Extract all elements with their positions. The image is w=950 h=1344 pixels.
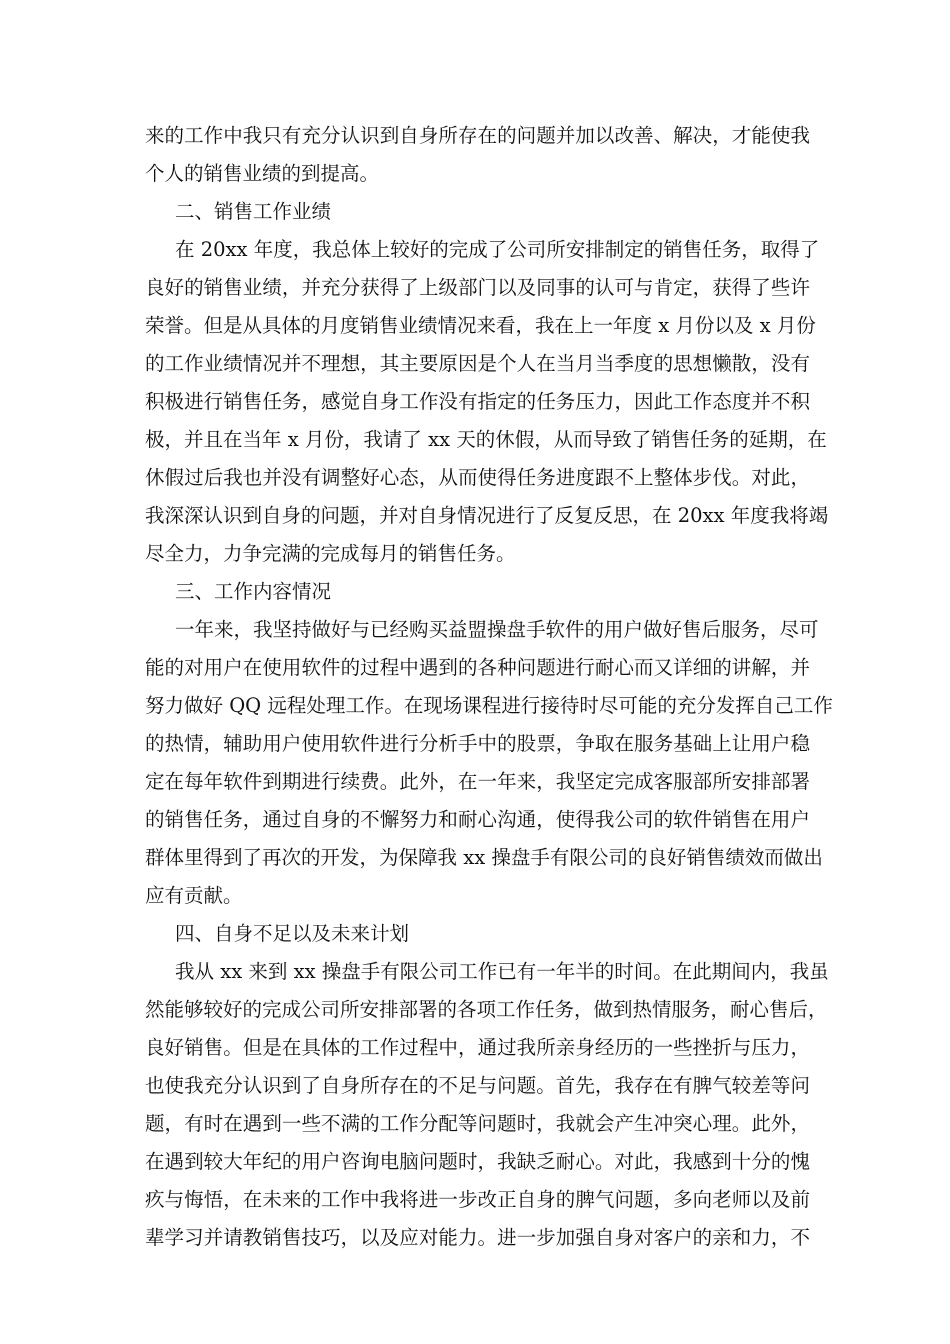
paragraph-line: 良好的销售业绩，并充分获得了上级部门以及同事的认可与肯定，获得了些许 [145, 276, 810, 299]
paragraph-line: 荣誉。但是从具体的月度销售业绩情况来看，我在上一年度 x 月份以及 x 月份 [145, 314, 816, 337]
section-heading: 二、销售工作业绩 [175, 200, 332, 223]
paragraph-line: 一年来，我坚持做好与已经购买益盟操盘手软件的用户做好售后服务，尽可 [175, 618, 819, 641]
paragraph-line: 疚与悔悟，在未来的工作中我将进一步改正自身的脾气问题，多向老师以及前 [145, 1188, 810, 1211]
paragraph-line: 尽全力，力争完满的完成每月的销售任务。 [145, 542, 516, 565]
paragraph-line: 应有贡献。 [145, 884, 243, 907]
paragraph-line: 积极进行销售任务，感觉自身工作没有指定的任务压力，因此工作态度并不积 [145, 390, 810, 413]
paragraph-line: 然能够较好的完成公司所安排部署的各项工作任务，做到热情服务，耐心售后， [145, 998, 828, 1021]
paragraph-line: 题，有时在遇到一些不满的工作分配等问题时，我就会产生冲突心理。此外， [145, 1112, 810, 1135]
paragraph-line: 能的对用户在使用软件的过程中遇到的各种问题进行耐心而又详细的讲解，并 [145, 656, 810, 679]
paragraph-line: 也使我充分认识到了自身所存在的不足与问题。首先，我存在有脾气较差等问 [145, 1074, 810, 1097]
paragraph-line: 来的工作中我只有充分认识到自身所存在的问题并加以改善、解决，才能使我 [145, 124, 810, 147]
paragraph-line: 努力做好 QQ 远程处理工作。在现场课程进行接待时尽可能的充分发挥自己工作 [145, 694, 833, 717]
paragraph-line: 在 20xx 年度，我总体上较好的完成了公司所安排制定的销售任务，取得了 [175, 238, 820, 261]
section-heading: 三、工作内容情况 [175, 580, 332, 603]
paragraph-line: 良好销售。但是在具体的工作过程中，通过我所亲身经历的一些挫折与压力， [145, 1036, 810, 1059]
paragraph-line: 个人的销售业绩的到提高。 [145, 162, 380, 185]
paragraph-line: 的热情，辅助用户使用软件进行分析手中的股票，争取在服务基础上让用户稳 [145, 732, 810, 755]
paragraph-line: 辈学习并请教销售技巧，以及应对能力。进一步加强自身对客户的亲和力，不 [145, 1226, 810, 1249]
paragraph-line: 我深深认识到自身的问题，并对自身情况进行了反复反思，在 20xx 年度我将竭 [145, 504, 829, 527]
section-heading: 四、自身不足以及未来计划 [175, 922, 410, 945]
paragraph-line: 极，并且在当年 x 月份，我请了 xx 天的休假，从而导致了销售任务的延期，在 [145, 428, 827, 451]
paragraph-line: 休假过后我也并没有调整好心态，从而使得任务进度跟不上整体步伐。对此， [145, 466, 810, 489]
paragraph-line: 在遇到较大年纪的用户咨询电脑问题时，我缺乏耐心。对此，我感到十分的愧 [145, 1150, 810, 1173]
paragraph-line: 定在每年软件到期进行续费。此外，在一年来，我坚定完成客服部所安排部署 [145, 770, 810, 793]
paragraph-line: 群体里得到了再次的开发，为保障我 xx 操盘手有限公司的良好销售绩效而做出 [145, 846, 823, 869]
paragraph-line: 的工作业绩情况并不理想，其主要原因是个人在当月当季度的思想懒散，没有 [145, 352, 810, 375]
paragraph-line: 我从 xx 来到 xx 操盘手有限公司工作已有一年半的时间。在此期间内，我虽 [175, 960, 829, 983]
paragraph-line: 的销售任务，通过自身的不懈努力和耐心沟通，使得我公司的软件销售在用户 [145, 808, 810, 831]
